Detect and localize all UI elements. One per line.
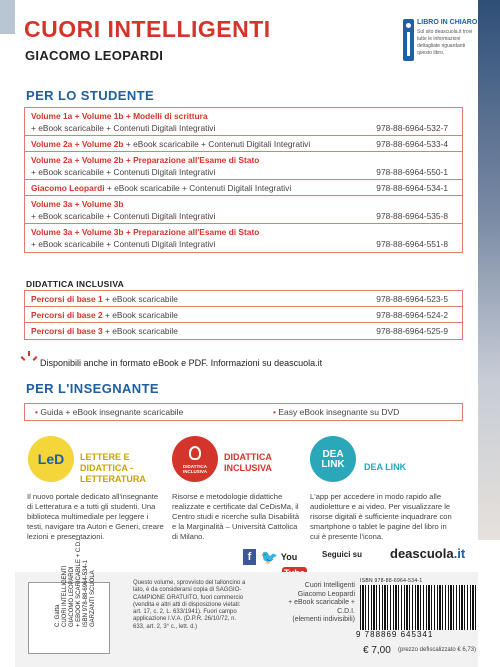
- libro-in-chiaro-badge: [403, 19, 478, 71]
- book-info: Cuori Intelligenti Giacomo Leopardi + eBook scaricabile + C.D.I. (elementi indivisibili): [288, 582, 355, 623]
- isbn: 978-88-6964-532-7: [376, 123, 448, 133]
- dea-link-title: DEA LINK: [364, 462, 407, 472]
- isbn: 978-88-6964-523-5: [376, 294, 448, 304]
- social-icons: [243, 548, 311, 564]
- product-row: Percorsi di base 1 + eBook scaricabile 978-88-6964-523-5: [25, 291, 462, 307]
- isbn: 978-88-6964-550-1: [376, 167, 448, 177]
- isbn: 978-88-6964-533-4: [376, 139, 448, 149]
- barcode: [360, 585, 478, 630]
- didattica-title: DIDATTICA INCLUSIVA: [224, 452, 272, 473]
- didattica-inclusiva-logo: DIDATTICA INCLUSIVA: [172, 436, 218, 482]
- product-row: Percorsi di base 2 + eBook scaricabile 978-88-6964-524-2: [25, 307, 462, 323]
- section-heading-studente: PER LO STUDENTE: [26, 88, 155, 103]
- book-author: GIACOMO LEOPARDI: [25, 48, 164, 63]
- twitter-icon[interactable]: 🐦: [260, 548, 278, 565]
- book-title: CUORI INTELLIGENTI: [24, 16, 271, 42]
- led-title: LETTERE E DIDATTICA - LETTERATURA: [80, 452, 146, 484]
- dea-link-logo: DEA LINK: [310, 436, 356, 482]
- isbn: 978-88-6964-534-1: [376, 183, 448, 193]
- insegnante-item: • Easy eBook insegnante su DVD: [273, 407, 400, 417]
- product-row: Volume 1a + Volume 1b + Modelli di scrittura + eBook scaricabile + Contenuti Digitali Integrativi 978-88-6964-532-7: [25, 108, 462, 136]
- inclusiva-product-list: [24, 290, 463, 340]
- isbn: 978-88-6964-535-8: [376, 211, 448, 221]
- product-row: Giacomo Leopardi + eBook scaricabile + Contenuti Digitali Integrativi 978-88-6964-534-1: [25, 180, 462, 196]
- barcode-number: 9 788869 645341: [356, 630, 434, 639]
- sparkle-icon: [22, 351, 36, 367]
- isbn: 978-88-6964-525-9: [376, 326, 448, 336]
- libro-text: Sul sito deascuola.it trovi tutte le informazioni dettagliate riguardanti questo libro.: [417, 29, 473, 56]
- product-row: Volume 3a + Volume 3b + Preparazione all'Esame di Stato + eBook scaricabile + Contenuti Digitali Integrativi 978-88-6964-551-8: [31, 227, 448, 249]
- insegnante-list: [24, 403, 463, 421]
- availability-note: Disponibili anche in formato eBook e PDF. Informazioni su deascuola.it: [40, 358, 323, 368]
- libro-title: LIBRO IN CHIARO: [417, 19, 478, 26]
- product-row: Volume 2a + Volume 2b + Preparazione all'Esame di Stato + eBook scaricabile + Contenuti Digitali Integrativi 978-88-6964-550-1: [25, 152, 462, 180]
- price-note: (prezzo defiscalizzato € 6,73): [398, 647, 477, 653]
- youtube-icon[interactable]: You: [281, 549, 311, 565]
- product-row: Percorsi di base 3 + eBook scaricabile 978-88-6964-525-9: [31, 326, 448, 336]
- product-row: Volume 2a + Volume 2b + eBook scaricabile + Contenuti Digitali Integrativi 978-88-6964-533-4: [25, 136, 462, 152]
- isbn: 978-88-6964-551-8: [376, 239, 448, 249]
- background-right-strip: [475, 0, 500, 540]
- didattica-description: Risorse e metodologie didattiche realizzate e certificate dal CeDisMa, il Centro studi e ricerche sulla Disabilità e la Marginalità – Università Cattolica di Milano.: [172, 492, 300, 541]
- info-icon: [403, 19, 414, 61]
- price: € 7,00: [363, 645, 391, 656]
- inclusiva-heading: DIDATTICA INCLUSIVA: [26, 279, 125, 289]
- facebook-icon[interactable]: f: [243, 549, 256, 565]
- product-row: Volume 3a + Volume 3b + eBook scaricabile + Contenuti Digitali Integrativi 978-88-6964-535-8: [25, 196, 462, 224]
- isbn-label: ISBN 978-88-6964-534-1: [360, 578, 423, 584]
- led-logo: LeD: [28, 436, 74, 482]
- saggio-stamp: C. Gatta CUORI INTELLIGENTI GIACOMO LEOPARDI + EBOOK SCARICABILE + C.D.I. ISBN 978-88-6964-534-1 GARZANTI SCUOLA: [28, 582, 110, 654]
- dea-link-description: L'app per accedere in modo rapido alle audioletture e ai video. Per visualizzare le risorse digitali è sufficiente inquadrare con smartphone o tablet le pagine del libro in cui è presente l'icona.: [310, 492, 452, 541]
- studente-product-list: [24, 107, 463, 253]
- legal-notice: Questo volume, sprovvisto del talloncino a lato, è da considerarsi copia di SAGGIO-CAMPIONE GRATUITO, fuori commercio (vendita e altri atti di disposizione vietati: art. 17, c. 2, L. 633/1941). Fuori campo applicazione I.V.A. (D.P.R. 26/10/72, n. 633, art. 2, 3° c., lett. d.): [133, 580, 246, 630]
- follow-label: Seguici su: [322, 550, 363, 559]
- led-description: Il nuovo portale dedicato all'insegnante di Letteratura e a tutti gli studenti. Una biblioteca multimediale per leggere i testi, navigare tra Autori e Generi, creare lezioni e presentazioni.: [27, 492, 164, 541]
- isbn: 978-88-6964-524-2: [376, 310, 448, 320]
- insegnante-item: • Guida + eBook insegnante scaricabile: [35, 407, 184, 417]
- section-heading-insegnante: PER L'INSEGNANTE: [26, 381, 160, 396]
- website-link[interactable]: deascuola.it: [390, 546, 466, 561]
